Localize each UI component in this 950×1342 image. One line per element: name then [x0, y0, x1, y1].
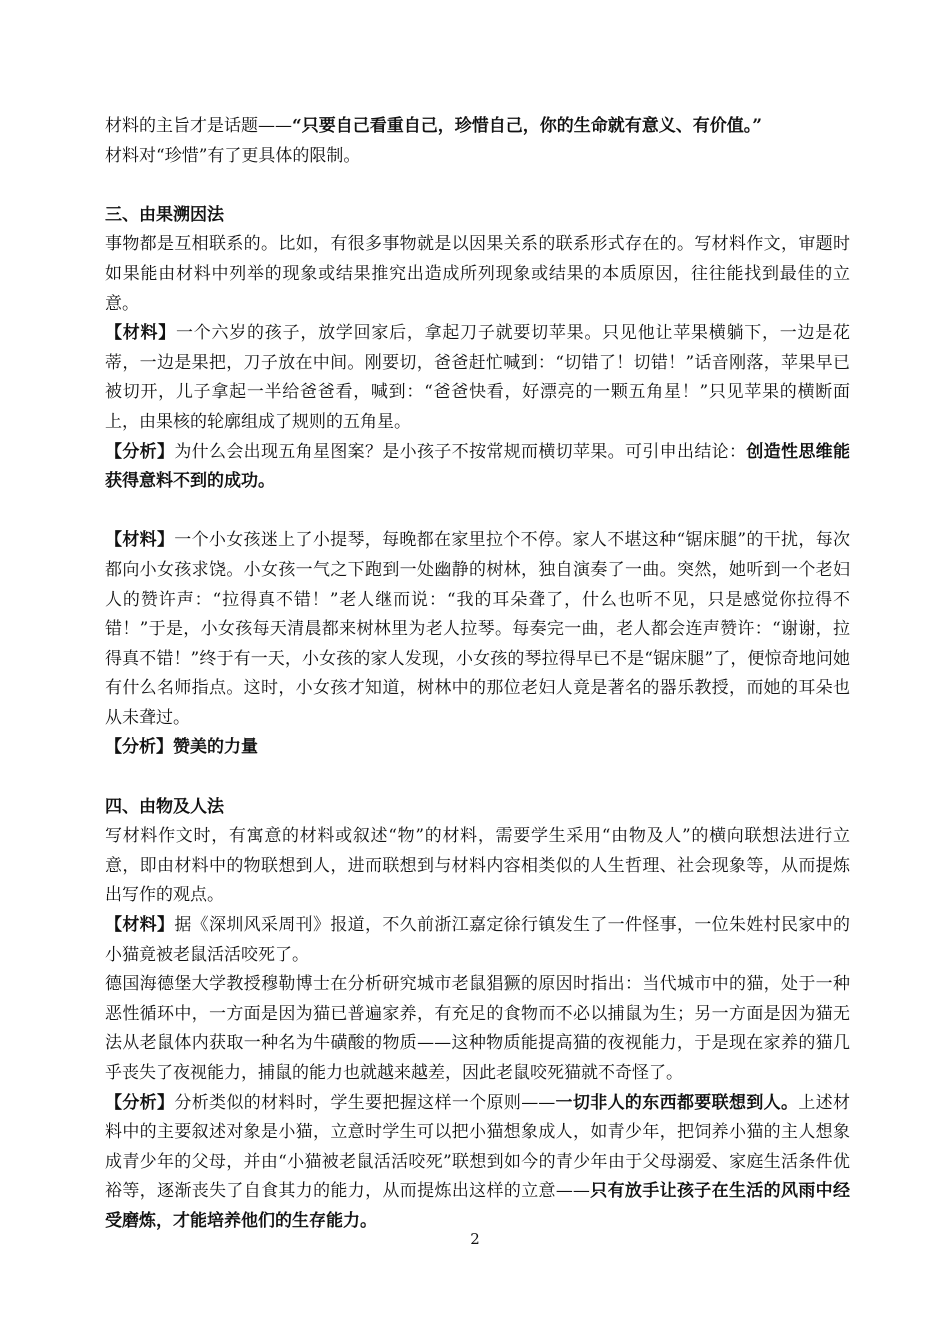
material-3-continued: 德国海德堡大学教授穆勒博士在分析研究城市老鼠猖獗的原因时指出：当代城市中的猫，处于一种恶性循环中，一方面是因为猫已普遍家养，有充足的食物而不必以捕鼠为生；另一方面是因为猫无法从老鼠体内获取一种名为牛磺酸的物质——这种物质能提高猫的夜视能力，于是现在家养的猫几乎丧失了夜视能力，捕鼠的能力也就越来越差，因此老鼠咬死猫就不奇怪了。: [105, 974, 850, 1083]
analysis-conclusion: 只有放手让孩子在生活的风雨中经受磨炼，才能培养他们的生存能力。: [105, 1181, 851, 1231]
paragraph-topic-summary: 材料的主旨才是话题——“只要自己看重自己，珍惜自己，你的生命就有意义、有价值。” 材料对“珍惜”有了更具体的限制。: [105, 116, 763, 166]
analysis-3: 【分析】分析类似的材料时，学生要把握这样一个原则——一切非人的东西都要联想到人。上述材料中的主要叙述对象是小猫，立意时学生可以把小猫想象成人，如青少年，把饲养小猫的主人想象成青少年的父母，并由“小猫被老鼠活活咬死”联想到如今的青少年由于父母溺爱、家庭生活条件优裕等，逐渐丧失了自食其力的能力，从而提炼出这样的立意——只有放手让孩子在生活的风雨中经受磨炼，才能培养他们的生存能力。: [105, 1092, 851, 1231]
bold-topic-quote: “只要自己看重自己，珍惜自己，你的生命就有意义、有价值。”: [292, 116, 763, 136]
material-1: 【材料】一个六岁的孩子，放学回家后，拿起刀子就要切苹果。只见他让苹果横躺下，一边是花蒂，一边是果把，刀子放在中间。刚要切，爸爸赶忙喊到：“切错了！切错！”话音刚落，苹果早已被切开，儿子拿起一半给爸爸看，喊到：“爸爸快看，好漂亮的一颗五角星！”只见苹果的横断面上，由果核的轮廓组成了规则的五角星。: [105, 323, 851, 432]
material-label: 【材料】: [105, 915, 175, 936]
material-2: 【材料】一个小女孩迷上了小提琴，每晚都在家里拉个不停。家人不堪这种“锯床腿”的干扰，每次都向小女孩求饶。小女孩一气之下跑到一处幽静的树林，独自演奏了一曲。突然，她听到一个老妇人的赞许声：“拉得真不错！”老人继而说：“我的耳朵聋了，什么也听不见，只是感觉你拉得不错！”于是，小女孩每天清晨都来树林里为老人拉琴。每奏完一曲，老人都会连声赞许：“谢谢，拉得真不错！”终于有一天，小女孩的家人发现，小女孩的琴拉得早已不是“锯床腿”了，便惊奇地问她有什么名师指点。这时，小女孩才知道，树林中的那位老妇人竟是著名的器乐教授，而她的耳朵也从未聋过。: [105, 530, 851, 728]
analysis-conclusion: 创造性思维能获得意料不到的成功。: [105, 441, 851, 492]
analysis-label: 【分析】: [105, 1092, 175, 1113]
section-heading-4: 四、由物及人法: [105, 796, 224, 817]
section-heading-3: 三、由果溯因法: [105, 204, 224, 225]
document-page: [105, 112, 850, 1237]
section-3-intro: 事物都是互相联系的。比如，有很多事物就是以因果关系的联系形式存在的。写材料作文，审题时如果能由材料中列举的现象或结果推究出造成所列现象或结果的本质原因，往往能找到最佳的立意。: [105, 234, 850, 314]
analysis-1: 【分析】为什么会出现五角星图案？是小孩子不按常规而横切苹果。可引申出结论：创造性思维能获得意料不到的成功。: [105, 441, 851, 492]
material-label: 【材料】: [105, 530, 175, 551]
analysis-label: 【分析】: [105, 737, 173, 758]
page-number: 2: [470, 1230, 480, 1248]
analysis-label: 【分析】: [105, 441, 175, 462]
section-4-intro: 写材料作文时，有寓意的材料或叙述“物”的材料，需要学生采用“由物及人”的横向联想法进行立意，即由材料中的物联想到人，进而联想到与材料内容相类似的人生哲理、社会现象等，从而提炼出写作的观点。: [105, 826, 850, 906]
analysis-principle: 一切非人的东西都要联想到人。: [555, 1092, 799, 1113]
analysis-2: [105, 733, 850, 763]
material-label: 【材料】: [105, 323, 177, 344]
material-3: 【材料】据《深圳风采周刊》报道，不久前浙江嘉定徐行镇发生了一件怪事，一位朱姓村民家中的小猫竟被老鼠活活咬死了。: [105, 915, 851, 965]
analysis-conclusion: 赞美的力量: [173, 737, 258, 758]
